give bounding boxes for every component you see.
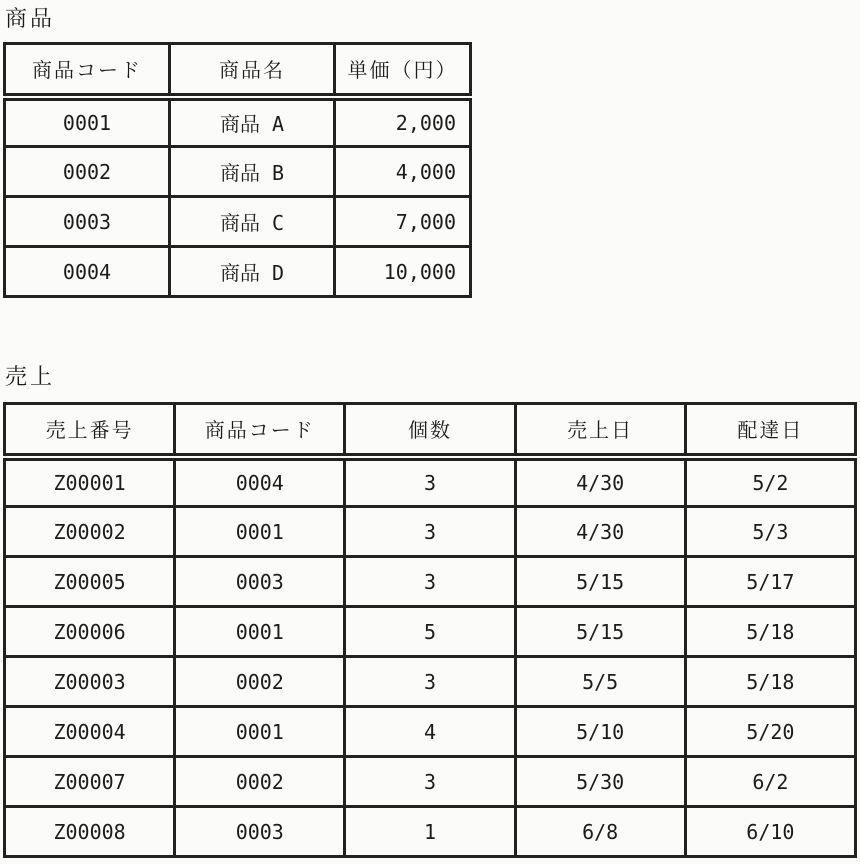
table-cell: Z00002 <box>5 507 175 557</box>
table-cell: 4/30 <box>515 507 685 557</box>
table-cell: 3 <box>345 757 515 807</box>
table-cell: 5/18 <box>685 607 855 657</box>
table-cell: Z00004 <box>5 707 175 757</box>
table-cell: 3 <box>345 457 515 507</box>
table-row <box>5 557 856 607</box>
table-cell: 5/10 <box>515 707 685 757</box>
table-cell: Z00006 <box>5 607 175 657</box>
table-cell: 0003 <box>5 197 170 247</box>
header-cell: 売上日 <box>515 404 685 457</box>
table-cell: 3 <box>345 657 515 707</box>
table-row <box>5 97 471 147</box>
table-cell: 0002 <box>175 757 345 807</box>
header-cell: 商品コード <box>5 44 170 97</box>
table-cell: 2,000 <box>335 97 471 147</box>
header-row <box>5 44 471 97</box>
table-cell: 10,000 <box>335 247 471 297</box>
header-row <box>5 404 856 457</box>
table-cell: 5/20 <box>685 707 855 757</box>
table-row <box>5 457 856 507</box>
table-cell: 5/15 <box>515 557 685 607</box>
table-cell: 0001 <box>175 607 345 657</box>
table-cell: 0002 <box>5 147 170 197</box>
table-cell: 0003 <box>175 807 345 857</box>
table-cell: 5/30 <box>515 757 685 807</box>
header-cell: 単価（円） <box>335 44 471 97</box>
products-table-title: 商品 <box>5 7 56 32</box>
table-cell: 0002 <box>175 657 345 707</box>
table-cell: 0004 <box>5 247 170 297</box>
table-cell: 0004 <box>175 457 345 507</box>
table-cell: 商品 B <box>170 147 335 197</box>
table-row <box>5 757 856 807</box>
table-cell: 商品 A <box>170 97 335 147</box>
header-cell: 商品コード <box>175 404 345 457</box>
header-cell: 個数 <box>345 404 515 457</box>
table-cell: 3 <box>345 507 515 557</box>
table-row <box>5 607 856 657</box>
table-cell: 商品 C <box>170 197 335 247</box>
header-cell: 配達日 <box>685 404 855 457</box>
table-cell: 0001 <box>175 507 345 557</box>
table-cell: Z00007 <box>5 757 175 807</box>
table-cell: 6/2 <box>685 757 855 807</box>
table-row <box>5 707 856 757</box>
products-table <box>3 42 472 298</box>
table-cell: 商品 D <box>170 247 335 297</box>
sales-table-title: 売上 <box>5 365 56 390</box>
table-cell: 5 <box>345 607 515 657</box>
table-row <box>5 147 471 197</box>
table-cell: 1 <box>345 807 515 857</box>
table-cell: 3 <box>345 557 515 607</box>
table-cell: Z00008 <box>5 807 175 857</box>
table-cell: 5/2 <box>685 457 855 507</box>
table-cell: 5/15 <box>515 607 685 657</box>
sales-table <box>3 402 857 858</box>
table-cell: Z00001 <box>5 457 175 507</box>
table-cell: 4/30 <box>515 457 685 507</box>
table-cell: 4 <box>345 707 515 757</box>
table-cell: 7,000 <box>335 197 471 247</box>
table-row <box>5 247 471 297</box>
table-cell: 0003 <box>175 557 345 607</box>
table-cell: 5/18 <box>685 657 855 707</box>
table-row <box>5 197 471 247</box>
table-cell: 6/8 <box>515 807 685 857</box>
table-cell: 0001 <box>175 707 345 757</box>
table-cell: 0001 <box>5 97 170 147</box>
table-cell: 4,000 <box>335 147 471 197</box>
header-cell: 売上番号 <box>5 404 175 457</box>
table-row <box>5 507 856 557</box>
table-cell: 5/3 <box>685 507 855 557</box>
table-row <box>5 657 856 707</box>
header-cell: 商品名 <box>170 44 335 97</box>
table-cell: 5/5 <box>515 657 685 707</box>
table-cell: Z00003 <box>5 657 175 707</box>
table-cell: Z00005 <box>5 557 175 607</box>
table-cell: 5/17 <box>685 557 855 607</box>
table-cell: 6/10 <box>685 807 855 857</box>
table-row <box>5 807 856 857</box>
